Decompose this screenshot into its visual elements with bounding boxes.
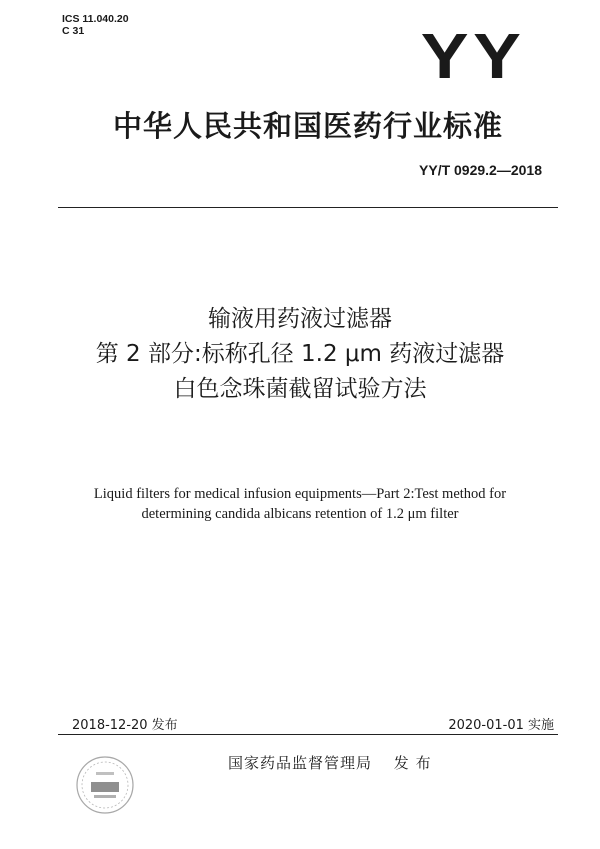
english-title-line-2: determining candida albicans retention of 1.2 μm filter xyxy=(141,506,459,522)
classification-codes xyxy=(62,13,129,37)
issue-date: 2018-12-20 发布 xyxy=(72,718,178,733)
implementation-date: 2020-01-01 实施 xyxy=(448,718,554,733)
issuing-authority xyxy=(228,752,448,773)
yy-logo: YY xyxy=(420,20,525,92)
issue-word: 发 布 xyxy=(393,754,432,772)
standard-number: YY/T 0929.2—2018 xyxy=(419,162,542,178)
english-title xyxy=(40,484,560,524)
chinese-title-line-2: 第 2 部分:标称孔径 1.2 μm 药液过滤器 xyxy=(95,341,505,367)
bottom-divider xyxy=(58,734,558,735)
english-title-line-1: Liquid filters for medical infusion equipments—Part 2:Test method for xyxy=(93,486,507,502)
ics-code: ICS 11.040.20 xyxy=(62,13,129,25)
seal-stamp-icon xyxy=(70,752,140,818)
top-divider xyxy=(58,207,558,208)
ccs-code: C 31 xyxy=(62,25,85,37)
issuer-name: 国家药品监督管理局 xyxy=(228,754,373,772)
standard-title: 中华人民共和国医药行业标准 xyxy=(112,109,503,143)
chinese-title-line-1: 输液用药液过滤器 xyxy=(208,306,392,332)
chinese-title-line-3: 白色念珠菌截留试验方法 xyxy=(173,376,427,402)
chinese-title xyxy=(40,302,560,407)
